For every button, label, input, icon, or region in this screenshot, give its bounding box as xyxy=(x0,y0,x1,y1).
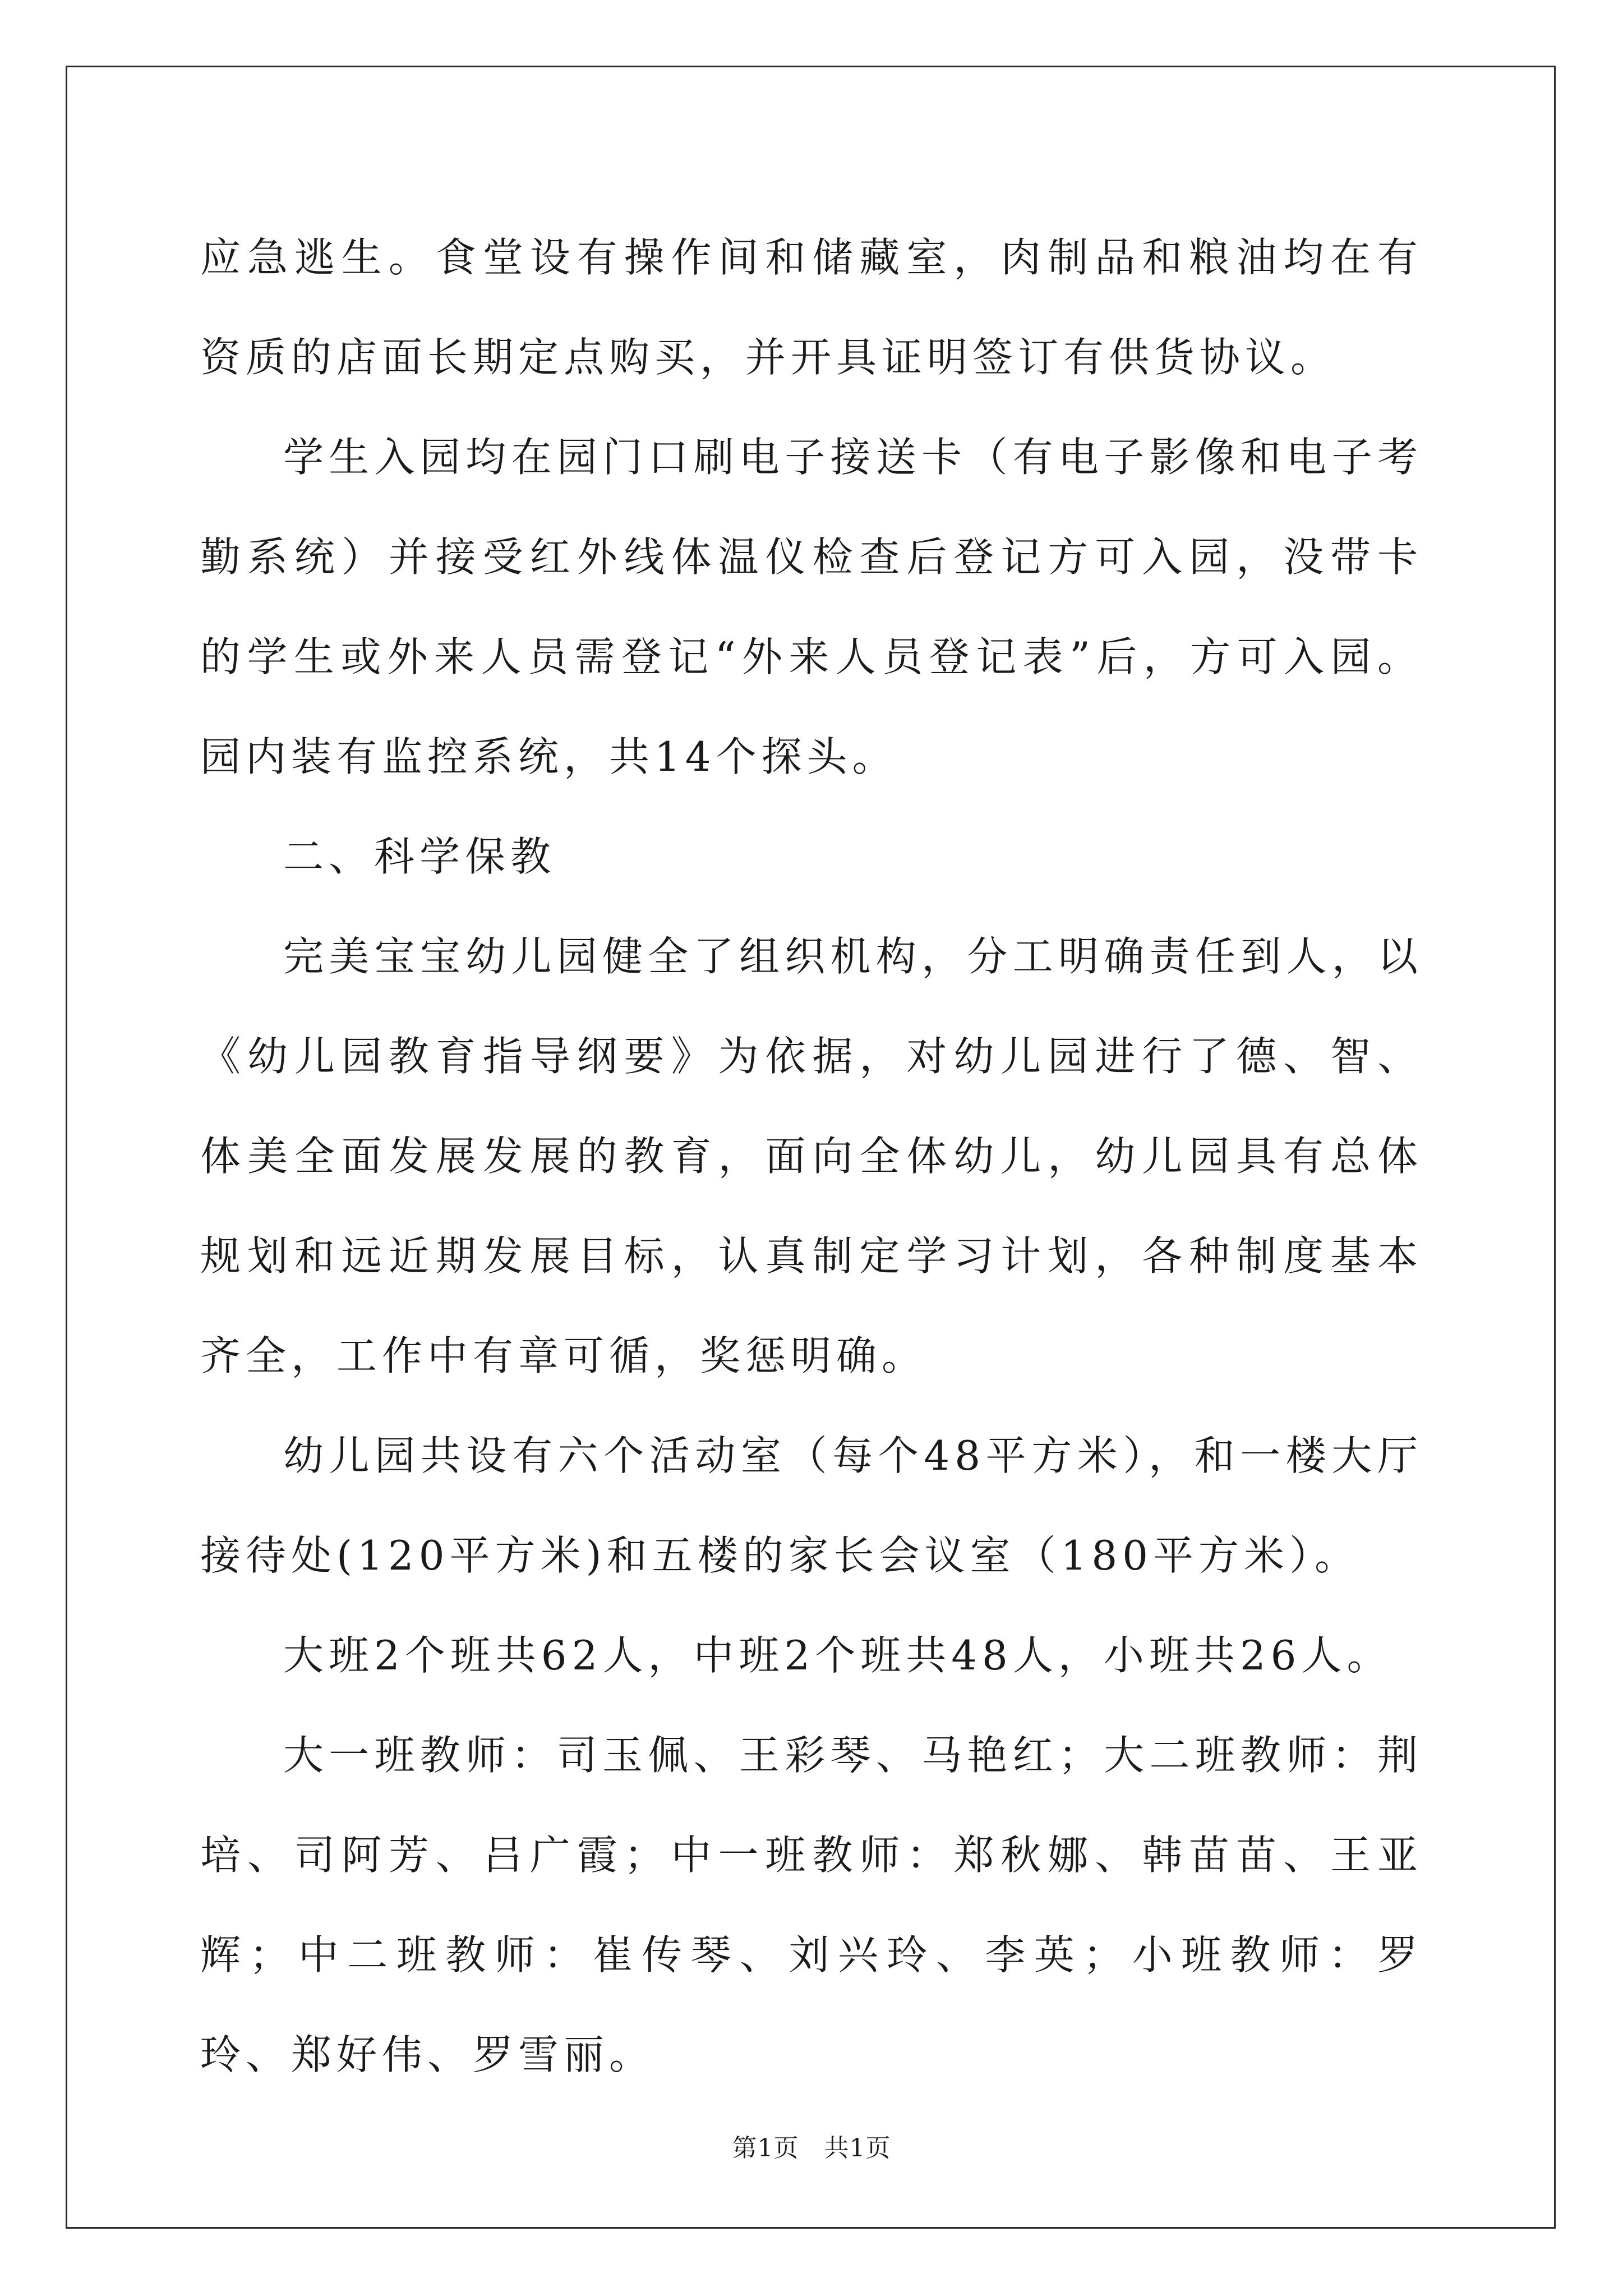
document-body xyxy=(200,208,1423,2105)
paragraph-4: 完美宝宝幼儿园健全了组织机构，分工明确责任到人，以《幼儿园教育指导纲要》为依据，对幼儿园进行了德、智、体美全面发展发展的教育，面向全体幼儿，幼儿园具有总体规划和远近期发展目标，认真制定学习计划，各种制度基本齐全，工作中有章可循，奖惩明确。 xyxy=(200,933,1423,1379)
paragraph-2: 学生入园均在园门口刷电子接送卡（有电子影像和电子考勤系统）并接受红外线体温仪检查后登记方可入园，没带卡的学生或外来人员需登记“外来人员登记表”后，方可入园。园内装有监控系统，共14个探头。 xyxy=(200,434,1423,780)
paragraph-7: 大一班教师：司玉佩、王彩琴、马艳红；大二班教师：荆培、司阿芳、吕广霞；中一班教师：郑秋娜、韩苗苗、王亚辉；中二班教师：崔传琴、刘兴玲、李英；小班教师：罗玲、郑好伟、罗雪丽。 xyxy=(200,1732,1423,2078)
paragraph-6: 大班2个班共62人，中班2个班共48人，小班共26人。 xyxy=(283,1632,1393,1679)
paragraph-5: 幼儿园共设有六个活动室（每个48平方米），和一楼大厅接待处(120平方米)和五楼的家长会议室（180平方米）。 xyxy=(200,1432,1423,1579)
page-footer: 第1页 共1页 xyxy=(732,2134,891,2162)
paragraph-1: 应急逃生。食堂设有操作间和储藏室，肉制品和粮油均在有资质的店面长期定点购买，并开具证明签订有供货协议。 xyxy=(200,234,1423,381)
section-heading: 二、科学保教 xyxy=(283,833,556,880)
